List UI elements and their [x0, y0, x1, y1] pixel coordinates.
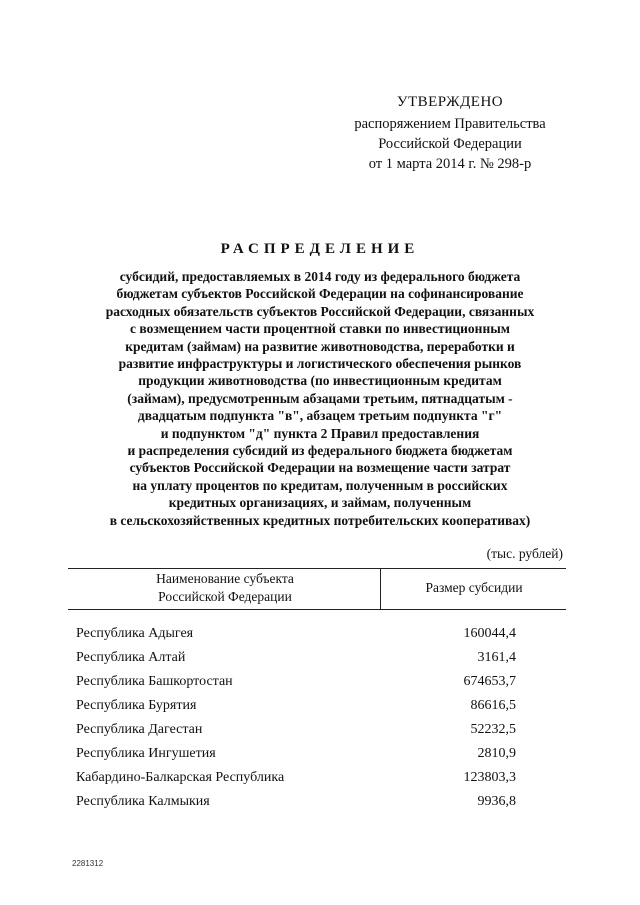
units-label: (тыс. рублей): [486, 546, 563, 561]
subtitle-line: продукции животноводства (по инвестиционным кредитам: [138, 373, 502, 389]
subsidy-value: 2810,9: [477, 746, 516, 761]
table-column-divider: [380, 569, 381, 609]
subtitle-line: в сельскохозяйственных кредитных потребительских кооперативах): [109, 512, 531, 528]
subtitle-line: субсидий, предоставляемых в 2014 году из федерального бюджета: [119, 269, 521, 284]
subject-name: Республика Алтай: [76, 650, 186, 665]
subject-name: Республика Адыгея: [76, 626, 194, 641]
table-row: [76, 718, 516, 742]
document-subtitle: [60, 268, 580, 529]
subtitle-line: кредитам (займам) на развитие животноводства, переработки и: [125, 338, 515, 354]
subject-name: Кабардино-Балкарская Республика: [76, 770, 285, 785]
table-row: [76, 790, 516, 814]
approval-line: Российской Федерации: [378, 136, 522, 152]
column-header-subsidy: Размер субсидии: [425, 580, 523, 595]
column-header-subject-line: Российской Федерации: [158, 589, 292, 604]
subsidy-value: 3161,4: [477, 650, 516, 665]
subtitle-line: и распределения субсидий из федерального бюджета бюджетам: [127, 443, 513, 459]
approval-line: распоряжением Правительства: [354, 116, 546, 132]
subsidy-value: 123803,3: [463, 770, 516, 785]
table-row: [76, 694, 516, 718]
subject-name: Республика Калмыкия: [76, 794, 210, 809]
subtitle-line: (займам), предусмотренным абзацами третьим, пятнадцатым -: [127, 390, 513, 406]
subsidy-value: 9936,8: [477, 794, 516, 809]
document-title: РАСПРЕДЕЛЕНИЕ: [220, 241, 420, 257]
subsidy-value: 86616,5: [470, 698, 516, 713]
table-row: [76, 646, 516, 670]
table-row: [76, 742, 516, 766]
subtitle-line: двадцатым подпункта "в", абзацем третьим подпункта "г": [137, 408, 503, 424]
subtitle-line: субъектов Российской Федерации на возмещение части затрат: [129, 460, 511, 476]
table-row: [76, 622, 516, 646]
subsidy-value: 160044,4: [463, 626, 516, 641]
subtitle-line: на уплату процентов по кредитам, полученным в российских: [132, 477, 508, 493]
subtitle-line: с возмещением части процентной ставки по инвестиционным: [130, 321, 510, 337]
subject-name: Республика Ингушетия: [76, 746, 216, 761]
subtitle-line: и подпунктом "д" пункта 2 Правил предоставления: [160, 425, 480, 441]
subsidy-value: 674653,7: [463, 674, 516, 689]
subject-name: Республика Дагестан: [76, 722, 203, 737]
column-header-subject: [110, 570, 340, 606]
table-header-bottom-rule: [68, 609, 566, 610]
approval-block: [330, 92, 570, 174]
column-header-subject-line: Наименование субъекта: [156, 571, 294, 586]
subtitle-line: развитие инфраструктуры и логистического обеспечения рынков: [118, 356, 522, 372]
table-row: [76, 670, 516, 694]
table-top-rule: [68, 568, 566, 569]
approval-heading: УТВЕРЖДЕНО: [396, 94, 504, 110]
approval-line: от 1 марта 2014 г. № 298-р: [368, 156, 532, 172]
subtitle-line: расходных обязательств субъектов Российской Федерации, связанных: [105, 303, 535, 319]
subsidy-value: 52232,5: [470, 722, 516, 737]
subject-name: Республика Башкортостан: [76, 674, 233, 689]
subject-name: Республика Бурятия: [76, 698, 197, 713]
subtitle-line: бюджетам субъектов Российской Федерации на софинансирование: [116, 286, 524, 302]
subtitle-line: кредитных организациях, и займам, полученным: [168, 495, 472, 511]
document-code: 2281312: [72, 859, 104, 868]
table-row: [76, 766, 516, 790]
